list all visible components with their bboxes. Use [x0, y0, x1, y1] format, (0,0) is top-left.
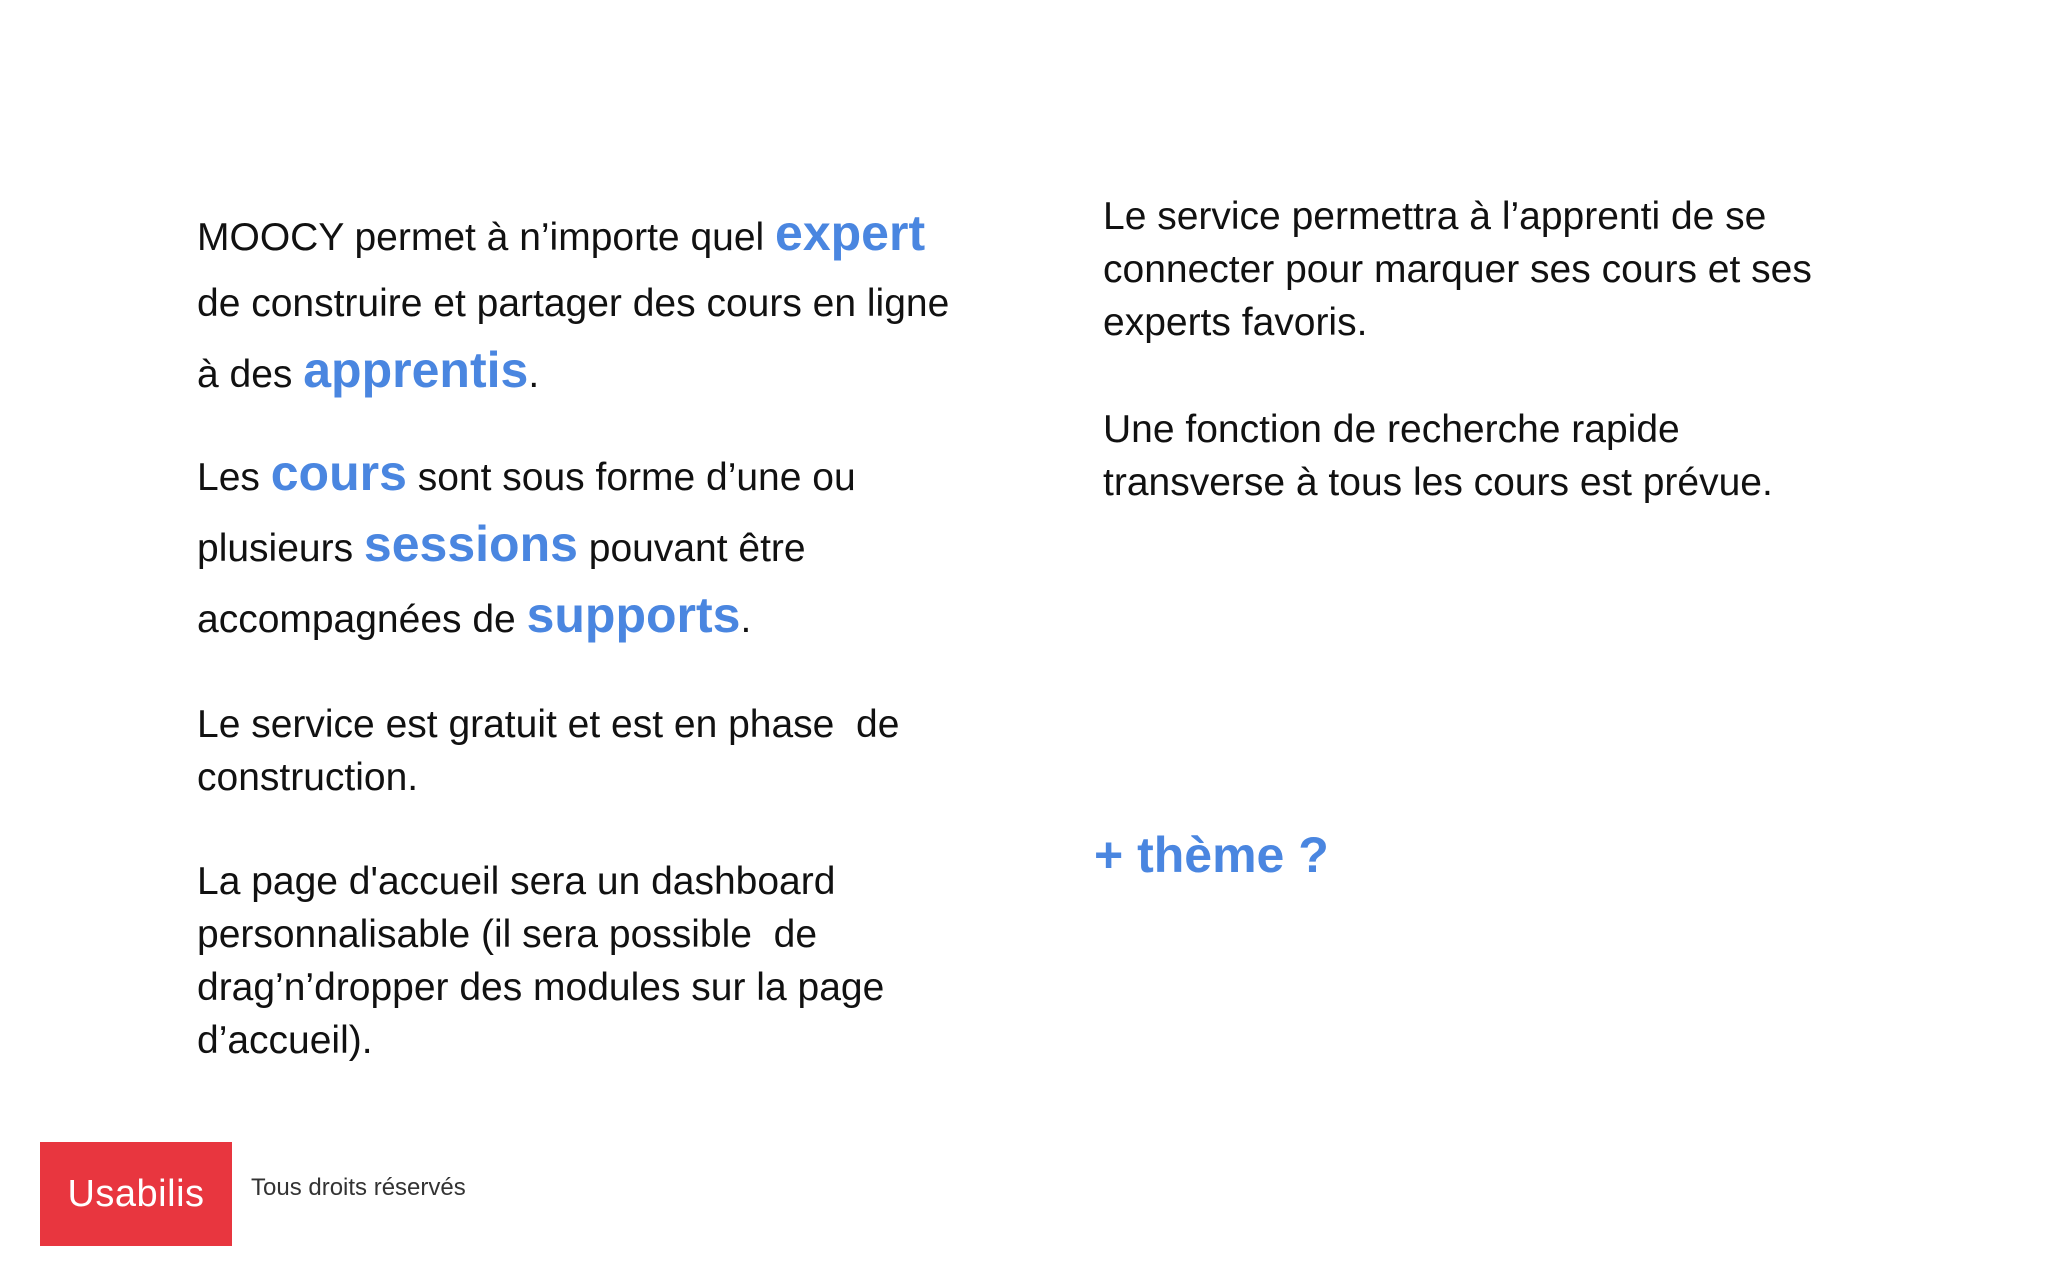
- homepage-paragraph: La page d'accueil sera un dashboard personnalisable (il sera possible de drag’n’dropper des modules sur la page d’accueil).: [197, 860, 885, 1062]
- courses-text-3: pouvant être accompagnées de: [197, 527, 806, 641]
- keyword-expert: expert: [775, 205, 926, 261]
- courses-paragraph: [197, 440, 856, 653]
- login-paragraph: Le service permettra à l’apprenti de se connecter pour marquer ses cours et ses experts favoris.: [1103, 195, 1812, 344]
- intro-text-2: de construire et partager des cours en ligne à des: [197, 282, 950, 396]
- brand-logo: [40, 1142, 232, 1246]
- courses-text-1: Les: [197, 456, 271, 499]
- courses-text-2: sont sous forme d’une ou plusieurs: [197, 456, 856, 570]
- keyword-apprentis: apprentis: [303, 342, 529, 398]
- copyright-notice: Tous droits réservés: [251, 1174, 466, 1201]
- search-paragraph: Une fonction de recherche rapide transverse à tous les cours est prévue.: [1103, 408, 1773, 504]
- keyword-sessions: sessions: [363, 516, 578, 572]
- service-status-paragraph: Le service est gratuit et est en phase de construction.: [197, 703, 900, 799]
- theme-note: + thème ?: [1094, 827, 1329, 883]
- intro-paragraph: [197, 200, 949, 408]
- keyword-supports: supports: [526, 587, 741, 643]
- brand-name: Usabilis: [67, 1172, 205, 1215]
- keyword-cours: cours: [270, 445, 407, 501]
- intro-text-1: MOOCY permet à n’importe quel: [197, 216, 776, 259]
- intro-text-3: .: [528, 353, 540, 396]
- courses-text-4: .: [740, 598, 752, 641]
